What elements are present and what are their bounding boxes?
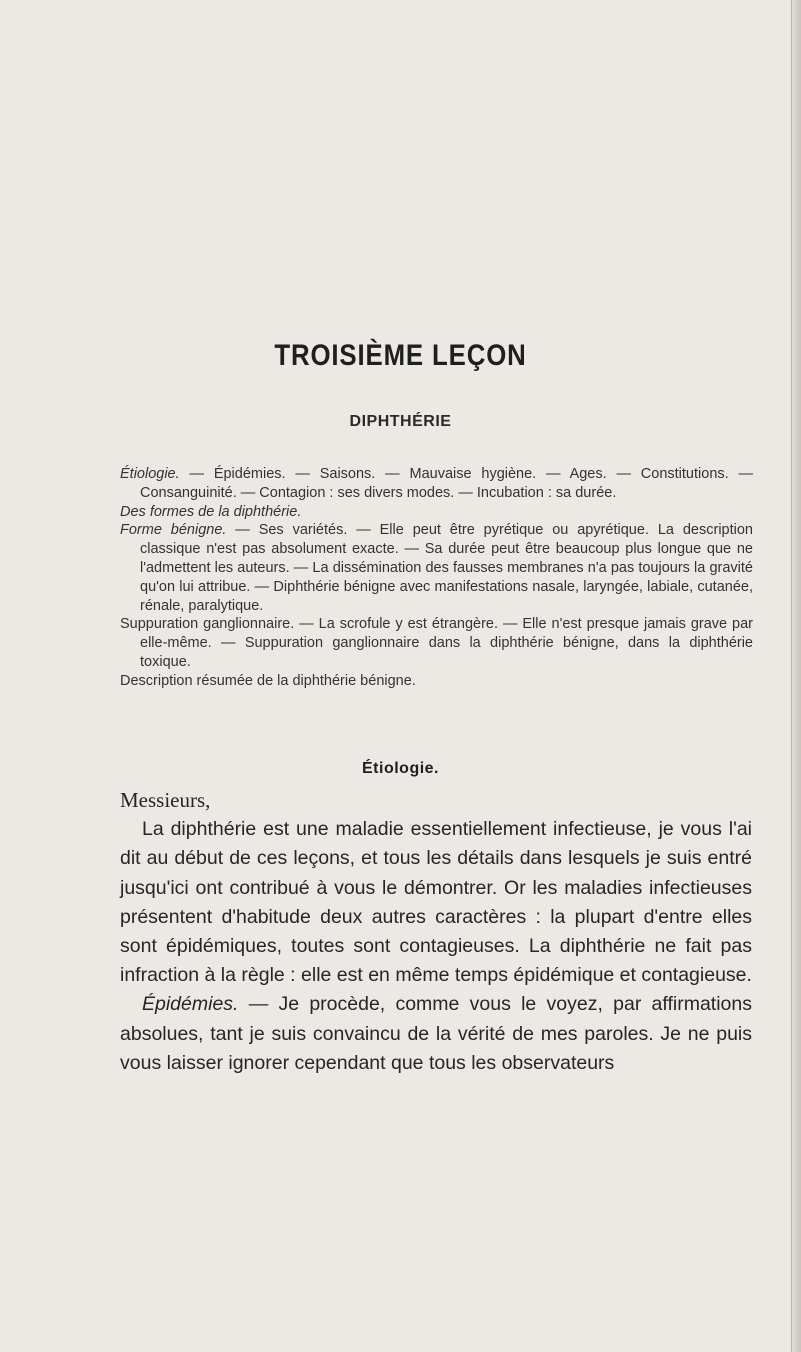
section-heading: Étiologie.: [362, 760, 439, 777]
summary-text-suppuration: Suppuration ganglionnaire. — La scrofule y est étrangère. — Elle n'est presque jamais grave par elle-même. — Suppuration ganglionnaire dans la diphthérie bénigne, dans la diphthérie toxique.: [120, 616, 753, 670]
subject-heading: DIPHTHÉRIE: [349, 413, 452, 430]
summary-paragraph-description: [120, 672, 753, 691]
chapter-title: TROISIÈME LEÇON: [274, 339, 527, 372]
body-paragraph-2: [120, 990, 752, 1078]
summary-paragraph-suppuration: [120, 615, 753, 671]
page-edge: [791, 0, 801, 1352]
summary-text-forme-benigne: — Ses variétés. — Elle peut être pyrétique ou apyrétique. La description classique n'est pas absolument exacte. — Sa durée peut être beaucoup plus longue que ne l'admettent les auteurs. — La dissémination des fausses membranes n'a pas toujours la gravité qu'on lui attribue. — Diphthérie bénigne avec manifestations nasale, laryngée, labiale, cutanée, rénale, paralytique.: [140, 522, 753, 614]
body-paragraph-1: La diphthérie est une maladie essentiellement infectieuse, je vous l'ai dit au début de ces leçons, et tous les détails dans lesquels je suis entré jusqu'ici ont contribué à vous le démontrer. Or les maladies infectieuses présentent d'habitude deux autres caractères : la plupart d'entre elles sont épidémiques, toutes sont contagieuses. La diphthérie ne fait pas infraction à la règle : elle est en même temps épidémique et contagieuse.: [120, 818, 752, 987]
body-text-epidemies: — Je procède, comme vous le voyez, par affirmations absolues, tant je suis convaincu de la vérité de mes paroles. Je ne puis vous laisser ignorer cependant que tous les observateurs: [120, 993, 752, 1074]
summary-paragraph-formes: [120, 503, 753, 522]
body-text: [120, 786, 752, 1078]
page-edge-shadow: [791, 0, 792, 1352]
summary-term-formes: Des formes de la diphthérie.: [120, 503, 302, 520]
summary-term-forme-benigne: Forme bénigne.: [120, 522, 227, 539]
summary-term-etiologie: Étiologie.: [120, 466, 180, 482]
summary-text-description: Description résumée de la diphthérie bénigne.: [120, 672, 416, 689]
summary-text-etiologie: — Épidémies. — Saisons. — Mauvaise hygiène. — Ages. — Constitutions. — Consanguinité. — Contagion : ses divers modes. — Incubation : sa durée.: [140, 466, 753, 501]
chapter-summary: [120, 465, 753, 691]
salutation: Messieurs,: [120, 788, 211, 812]
summary-paragraph-etiologie: [120, 465, 753, 503]
summary-paragraph-forme-benigne: [120, 521, 753, 615]
body-term-epidemies: Épidémies.: [142, 993, 239, 1016]
